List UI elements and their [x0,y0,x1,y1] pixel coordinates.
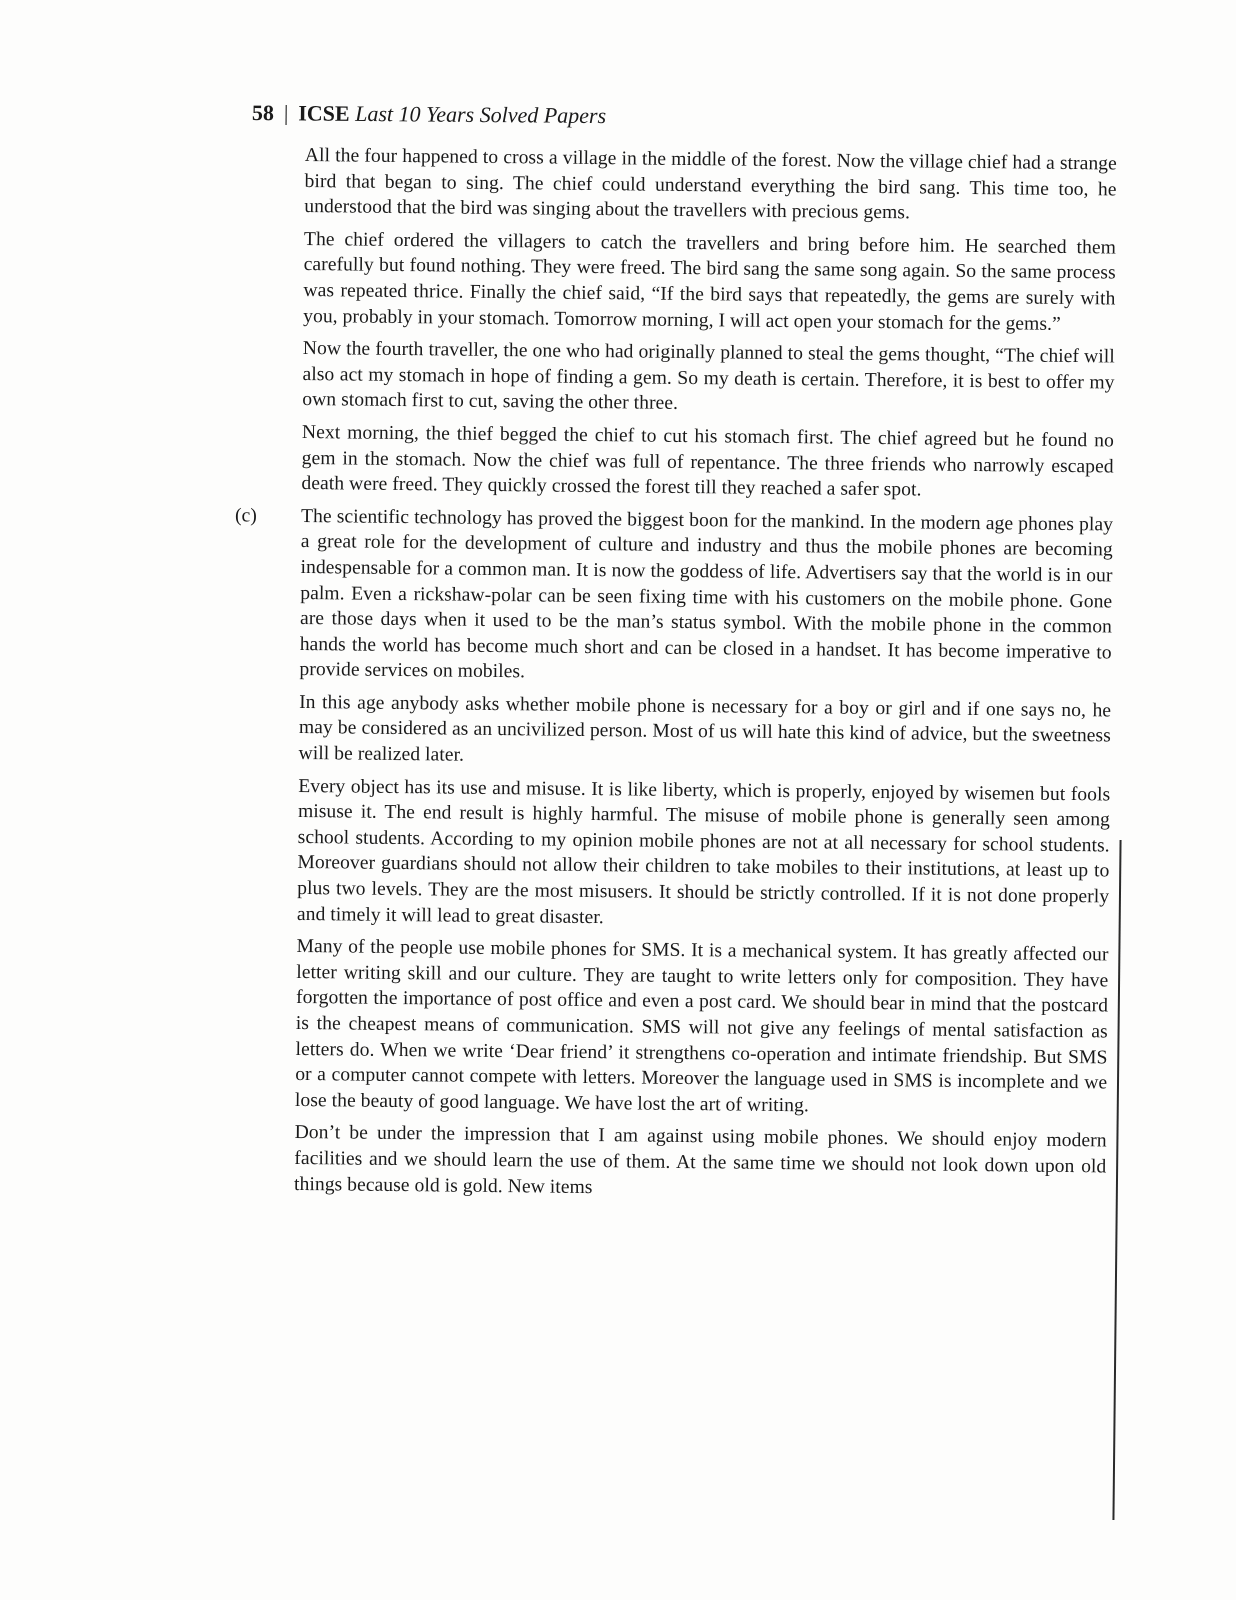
story-paragraph: Next morning, the thief begged the chief to cut his stomach first. The chief agreed but he found no gem in the stomach. Now the chief was full of repentance. The three friends who narrowly escaped death were freed. They quickly crossed the forest till they reached a safer spot. [301,421,1115,501]
story-paragraph: All the four happened to cross a village in the middle of the forest. Now the village chief had a strange bird that began to sing. The chief could understand everything the bird sang. This time too, he understood that the bird was singing about the travellers with precious gems. [304,144,1117,224]
book-subtitle: Last 10 Years Solved Papers [355,100,607,129]
essay-paragraph: In this age anybody asks whether mobile phone is necessary for a boy or girl and if one says no, he may be considered as an uncivilized person. Most of us will hate this kind of advice, but the sweetness will be realized later. [298,691,1112,766]
essay-paragraph: Every object has its use and misuse. It is like liberty, which is properly, enjoyed by wisemen but fools misuse it. The end result is highly harmful. The misuse of mobile phone is generally seen among school students. According to my opinion mobile phones are not at all necessary for school students. Moreover guardians should not allow their children to take mobiles to their institutions, at least up to plus two levels. They are the most misusers. It should be strictly controlled. If it is not done properly and timely it will lead to great disaster. [296,775,1111,928]
margin-rule [1112,840,1121,1520]
essay-paragraph: Many of the people use mobile phones for SMS. It is a mechanical system. It has greatly affected our letter writing skill and our culture. They are taught to write letters only for composition. They have forgotten the importance of post office and even a post card. We should bear in mind that the postcard is the cheapest means of communication. SMS will not give any feelings of mental satisfaction as letters do. When we write ‘Dear friend’ it strengthens co-operation and intimate friendship. But SMS or a computer cannot compete with letters. Moreover the language used in SMS is incomplete and we lose the beauty of good language. We have lost the art of writing. [294,936,1109,1117]
page-header [252,100,606,129]
essay-paragraph: The scientific technology has proved the biggest boon for the mankind. In the modern age phones play a great role for the development of culture and industry and thus the mobile phones are becoming indespensable for a common man. It is now the goddess of life. Advertisers say that the world is in our palm. Even a rickshaw-polar can be seen fixing time with his customers on the mobile phone. Gone are those days when it used to be the man’s status symbol. With the mobile phone in the common hands the world has become much short and can be closed in a handset. It has become imperative to provide services on mobiles. [299,505,1114,683]
book-title: ICSE [298,100,350,126]
story-paragraph: The chief ordered the villagers to catch the travellers and bring before him. He searched them carefully but found nothing. They were freed. The bird sang the same song again. So the same process was repeated thrice. Finally the chief said, “If the bird says that repeatedly, the gems are surely with you, probably in your stomach. Tomorrow morning, I will act open your stomach for the gems.” [303,228,1117,335]
essay-paragraph: Don’t be under the impression that I am against using mobile phones. We should enjoy modern facilities and we should learn the use of them. At the same time we should not look down upon old things because old is gold. New items [293,1122,1107,1198]
section-c [234,504,1114,692]
page-body [234,143,1117,1213]
header-separator: | [283,100,289,126]
page-number: 58 [251,100,274,126]
story-paragraph: Now the fourth traveller, the one who had originally planned to steal the gems thought, “The chief will also act my stomach in hope of finding a gem. So my death is certain. Therefore, it is best to offer my own stomach first to cut, saving the other three. [302,338,1115,415]
section-label: (c) [234,505,257,527]
